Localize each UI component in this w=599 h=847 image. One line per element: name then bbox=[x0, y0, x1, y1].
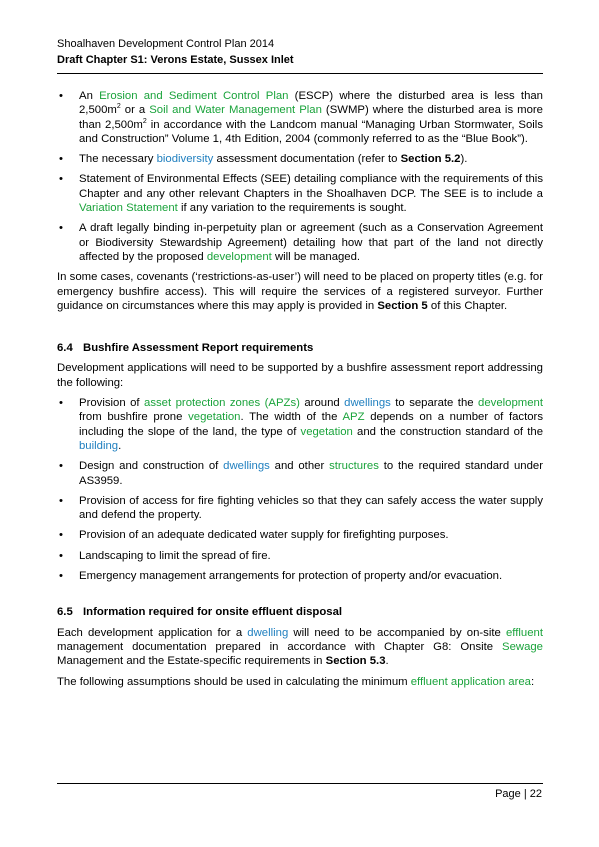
list-item: • Provision of an adequate dedicated water supply for firefighting purposes. bbox=[59, 529, 449, 542]
bullet-icon: • bbox=[59, 494, 63, 507]
content bbox=[57, 89, 543, 695]
bullet-icon: • bbox=[59, 173, 63, 186]
bullet-icon: • bbox=[59, 222, 63, 235]
glossary-link-dwellings[interactable]: dwellings bbox=[223, 460, 270, 473]
paragraph-effluent-docs: Each development application for a dwelling will need to be accompanied by on-site effluent management documentation prepared in accordance with Chapter G8: Onsite Sewage Management and the Estate-specific requirements in Section 5.3. bbox=[57, 626, 543, 668]
paragraph-assumptions: The following assumptions should be used in calculating the minimum effluent application area: bbox=[57, 675, 535, 688]
glossary-link-effluent[interactable]: effluent bbox=[505, 626, 543, 639]
glossary-link-variation-statement[interactable]: Variation Statement bbox=[79, 202, 178, 215]
list-item: • Statement of Environmental Effects (SEE) detailing compliance with the requirements of this Chapter and any other relevant Chapters in the Shoalhaven DCP. The SEE is to include a Variation Statement if any variation to the requirements is sought. bbox=[59, 173, 543, 215]
bullet-icon: • bbox=[59, 153, 63, 166]
header-subtitle: Draft Chapter S1: Verons Estate, Sussex Inlet bbox=[57, 54, 294, 66]
bullet-icon: • bbox=[59, 529, 63, 542]
list-item: • Emergency management arrangements for protection of property and/or evacuation. bbox=[59, 570, 503, 583]
list-item: • Landscaping to limit the spread of fire. bbox=[59, 549, 271, 562]
glossary-link-building[interactable]: building bbox=[79, 439, 119, 452]
section-heading-6-4: 6.4 Bushfire Assessment Report requirements bbox=[57, 342, 314, 355]
bullet-list-bushfire bbox=[57, 396, 543, 583]
glossary-link-vegetation[interactable]: vegetation bbox=[188, 411, 241, 424]
list-item: • Provision of access for fire fighting vehicles so that they can safely access the water supply and defend the property. bbox=[59, 494, 543, 522]
glossary-link-development[interactable]: development bbox=[478, 397, 544, 410]
page-number: Page | 22 bbox=[495, 788, 542, 800]
glossary-link-dwelling[interactable]: dwelling bbox=[247, 626, 289, 639]
list-item: • A draft legally binding in-perpetuity plan or agreement (such as a Conservation Agreement or Biodiversity Stewardship Agreement) detailing how that part of the land not directly affected by the proposed development will be managed. bbox=[59, 222, 543, 263]
list-item: • An Erosion and Sediment Control Plan (ESCP) where the disturbed area is less than $2,500m^2$ or a Soil and Water Management Plan (SWMP) where the disturbed area is more than $2,500m^2$ in accordance with the Landcom manual “Managing Urban Stormwater, Soils and Construction” Volume 1, 4th Edition, 2004 (commonly referred to as the “Blue Book”). bbox=[59, 90, 543, 145]
header-title: Shoalhaven Development Control Plan 2014 bbox=[57, 38, 275, 50]
bullet-icon: • bbox=[59, 570, 63, 583]
glossary-link-dwellings[interactable]: dwellings bbox=[344, 397, 391, 410]
glossary-link-structures[interactable]: structures bbox=[329, 460, 379, 473]
glossary-link-swmp[interactable]: Soil and Water Management Plan bbox=[149, 104, 322, 117]
glossary-link-effluent-application-area[interactable]: effluent application area bbox=[410, 675, 531, 688]
bullet-icon: • bbox=[59, 460, 63, 473]
paragraph-bushfire-intro: Development applications will need to be supported by a bushfire assessment report addressing the following: bbox=[57, 362, 543, 389]
bullet-list-requirements bbox=[57, 89, 543, 264]
glossary-link-vegetation[interactable]: vegetation bbox=[300, 425, 353, 438]
glossary-link-development[interactable]: development bbox=[206, 250, 272, 263]
footer-rule bbox=[57, 783, 543, 784]
header-rule bbox=[57, 73, 543, 74]
glossary-link-sewage[interactable]: Sewage bbox=[502, 640, 543, 653]
list-item: • The necessary biodiversity assessment documentation (refer to Section 5.2). bbox=[59, 153, 468, 166]
glossary-link-biodiversity[interactable]: biodiversity bbox=[156, 153, 214, 166]
list-item: • Design and construction of dwellings and other structures to the required standard under AS3959. bbox=[59, 460, 543, 487]
bullet-icon: • bbox=[59, 549, 63, 562]
bullet-icon: • bbox=[59, 90, 63, 102]
glossary-link-apzs[interactable]: asset protection zones (APZs) bbox=[144, 397, 300, 410]
section-heading-6-5: 6.5 Information required for onsite effluent disposal bbox=[57, 606, 343, 619]
paragraph-covenants: In some cases, covenants (‘restrictions-as-user’) will need to be placed on property titles (e.g. for emergency bushfire access). This will require the services of a registered surveyor. Further guidance on circumstances where this may apply is provided in Section 5 of this Chapter. bbox=[57, 271, 543, 312]
bullet-icon: • bbox=[59, 397, 63, 410]
glossary-link-apz[interactable]: APZ bbox=[342, 411, 365, 424]
list-item: • Provision of asset protection zones (APZs) around dwellings to separate the development from bushfire prone vegetation. The width of the APZ depends on a number of factors including the slope of the land, the type of vegetation and the construction standard of the building. bbox=[59, 397, 544, 452]
glossary-link-escp[interactable]: Erosion and Sediment Control Plan bbox=[99, 90, 289, 102]
